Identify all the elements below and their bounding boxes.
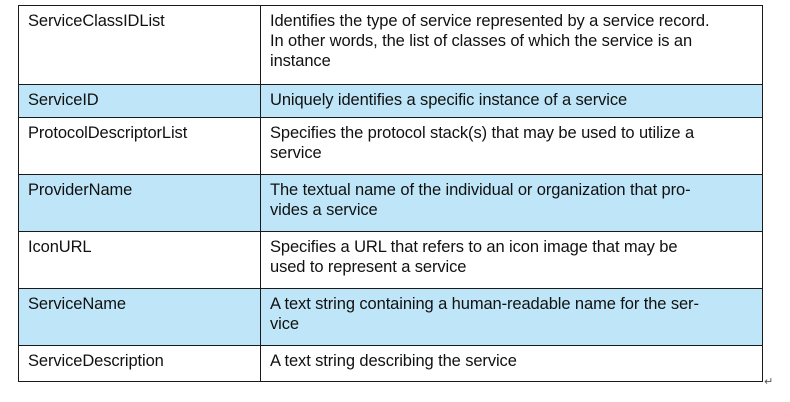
attribute-name-cell: ServiceDescription [19, 346, 261, 382]
table-row [19, 175, 763, 232]
attribute-description-cell: Specifies the protocol stack(s) that may be used to utilize a service [261, 118, 763, 175]
attribute-name-cell: ServiceID [19, 85, 261, 118]
service-attributes-table [18, 5, 763, 382]
attribute-name-cell: ServiceName [19, 289, 261, 346]
attribute-name-cell: IconURL [19, 232, 261, 289]
attribute-name-cell: ProtocolDescriptorList [19, 118, 261, 175]
attribute-name-cell: ServiceClassIDList [19, 6, 261, 85]
table-row [19, 289, 763, 346]
attribute-description-cell: A text string describing the service [261, 346, 763, 382]
table-row [19, 6, 763, 85]
table-row [19, 118, 763, 175]
attribute-description-cell: Specifies a URL that refers to an icon image that may be used to represent a service [261, 232, 763, 289]
attribute-name-cell: ProviderName [19, 175, 261, 232]
paragraph-mark-icon: ↵ [764, 376, 774, 388]
table-row [19, 232, 763, 289]
attribute-description-cell: The textual name of the individual or organization that pro- vides a service [261, 175, 763, 232]
attribute-description-cell: Uniquely identifies a specific instance of a service [261, 85, 763, 118]
attribute-description-cell: A text string containing a human-readable name for the ser- vice [261, 289, 763, 346]
table-row [19, 346, 763, 382]
attribute-description-cell: Identifies the type of service represented by a service record. In other words, the list of classes of which the service is an instance [261, 6, 763, 85]
table-row [19, 85, 763, 118]
